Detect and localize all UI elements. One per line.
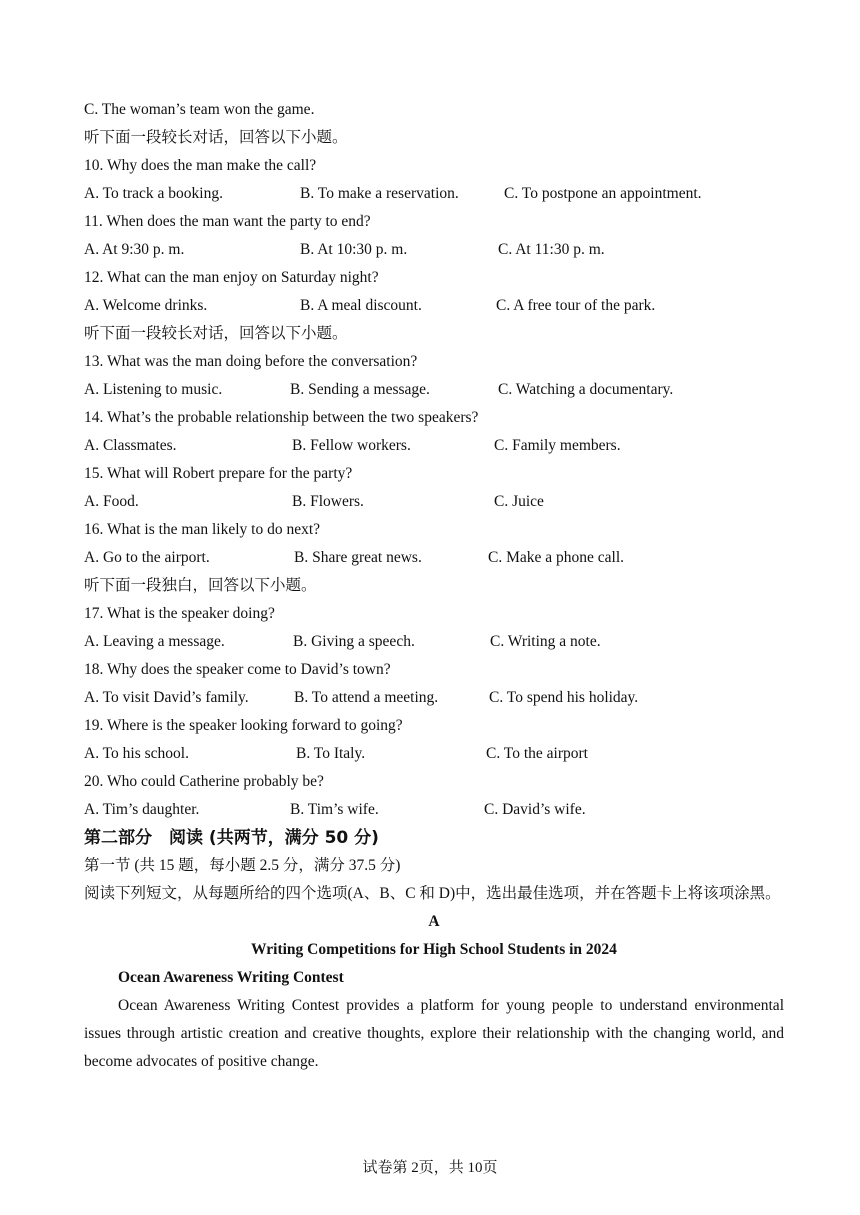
- option-a: A. To visit David’s family.: [84, 689, 249, 706]
- option-a: A. To his school.: [84, 745, 189, 762]
- page-footer: 试卷第 2页，共 10页: [362, 1160, 498, 1176]
- question-15: 15. What will Robert prepare for the party?: [84, 465, 353, 482]
- question-10: 10. Why does the man make the call?: [84, 157, 317, 174]
- option-a: A. At 9:30 p. m.: [84, 241, 185, 258]
- option-b: B. A meal discount.: [300, 297, 422, 314]
- option-b: B. To Italy.: [296, 745, 366, 762]
- options-19: [84, 740, 784, 768]
- option-b: B. Share great news.: [294, 549, 422, 566]
- passage-letter: A: [428, 913, 440, 930]
- options-11: [84, 236, 784, 264]
- option-a: A. To track a booking.: [84, 185, 223, 202]
- option-a: A. Tim’s daughter.: [84, 801, 200, 818]
- option-a: A. Classmates.: [84, 437, 177, 454]
- option-c: C. Watching a documentary.: [498, 381, 674, 398]
- passage-title: Writing Competitions for High School Students in 2024: [251, 941, 617, 958]
- options-17: [84, 628, 784, 656]
- reading-instructions: 阅读下列短文，从每题所给的四个选项(A、B、C 和 D)中，选出最佳选项，并在答题卡上将该项涂黑。: [84, 885, 781, 902]
- option-b: B. Tim’s wife.: [290, 801, 379, 818]
- question-20: 20. Who could Catherine probably be?: [84, 773, 324, 790]
- option-b: B. Fellow workers.: [292, 437, 411, 454]
- option-c: C. Family members.: [494, 437, 621, 454]
- options-12: [84, 292, 784, 320]
- option-b: B. Sending a message.: [290, 381, 430, 398]
- passage-subheading: Ocean Awareness Writing Contest: [118, 969, 344, 986]
- listening-instruction: 听下面一段较长对话，回答以下小题。: [84, 129, 348, 146]
- option-b: B. At 10:30 p. m.: [300, 241, 408, 258]
- option-c: C. A free tour of the park.: [496, 297, 656, 314]
- section-heading: 第一节 (共 15 题，每小题 2.5 分，满分 37.5 分): [84, 857, 401, 874]
- option-b: B. Giving a speech.: [293, 633, 415, 650]
- option-c: C. Make a phone call.: [488, 549, 625, 566]
- options-14: [84, 432, 784, 460]
- options-13: [84, 376, 784, 404]
- option-c: C. To spend his holiday.: [489, 689, 639, 706]
- options-15: [84, 488, 784, 516]
- options-20: [84, 796, 784, 824]
- question-13: 13. What was the man doing before the conversation?: [84, 353, 418, 370]
- passage-paragraph: Ocean Awareness Writing Contest provides a platform for young people to understand environmental issues through artistic creation and creative thoughts, explore their relationship with the changing world, and become advocates of positive change.: [84, 997, 784, 1070]
- question-18: 18. Why does the speaker come to David’s town?: [84, 661, 391, 678]
- question-11: 11. When does the man want the party to end?: [84, 213, 371, 230]
- question-16: 16. What is the man likely to do next?: [84, 521, 321, 538]
- option-line: C. The woman’s team won the game.: [84, 101, 315, 118]
- option-b: B. To make a reservation.: [300, 185, 459, 202]
- option-a: A. Welcome drinks.: [84, 297, 208, 314]
- question-12: 12. What can the man enjoy on Saturday night?: [84, 269, 379, 286]
- question-14: 14. What’s the probable relationship between the two speakers?: [84, 409, 479, 426]
- options-10: [84, 180, 784, 208]
- listening-instruction: 听下面一段独白，回答以下小题。: [84, 577, 317, 594]
- options-18: [84, 684, 784, 712]
- option-b: B. To attend a meeting.: [294, 689, 439, 706]
- option-c: C. To postpone an appointment.: [504, 185, 702, 202]
- listening-instruction: 听下面一段较长对话，回答以下小题。: [84, 325, 348, 342]
- option-c: C. Writing a note.: [490, 633, 601, 650]
- question-17: 17. What is the speaker doing?: [84, 605, 275, 622]
- option-a: A. Go to the airport.: [84, 549, 210, 566]
- option-a: A. Listening to music.: [84, 381, 223, 398]
- option-c: C. To the airport: [486, 745, 588, 762]
- option-a: A. Leaving a message.: [84, 633, 225, 650]
- question-19: 19. Where is the speaker looking forward to going?: [84, 717, 403, 734]
- options-16: [84, 544, 784, 572]
- option-a: A. Food.: [84, 493, 139, 510]
- part-title: 第二部分 阅读 (共两节，满分 50 分): [84, 828, 379, 848]
- option-b: B. Flowers.: [292, 493, 364, 510]
- option-c: C. David’s wife.: [484, 801, 586, 818]
- option-c: C. At 11:30 p. m.: [498, 241, 605, 258]
- exam-page: [84, 96, 784, 1076]
- option-c: C. Juice: [494, 493, 544, 510]
